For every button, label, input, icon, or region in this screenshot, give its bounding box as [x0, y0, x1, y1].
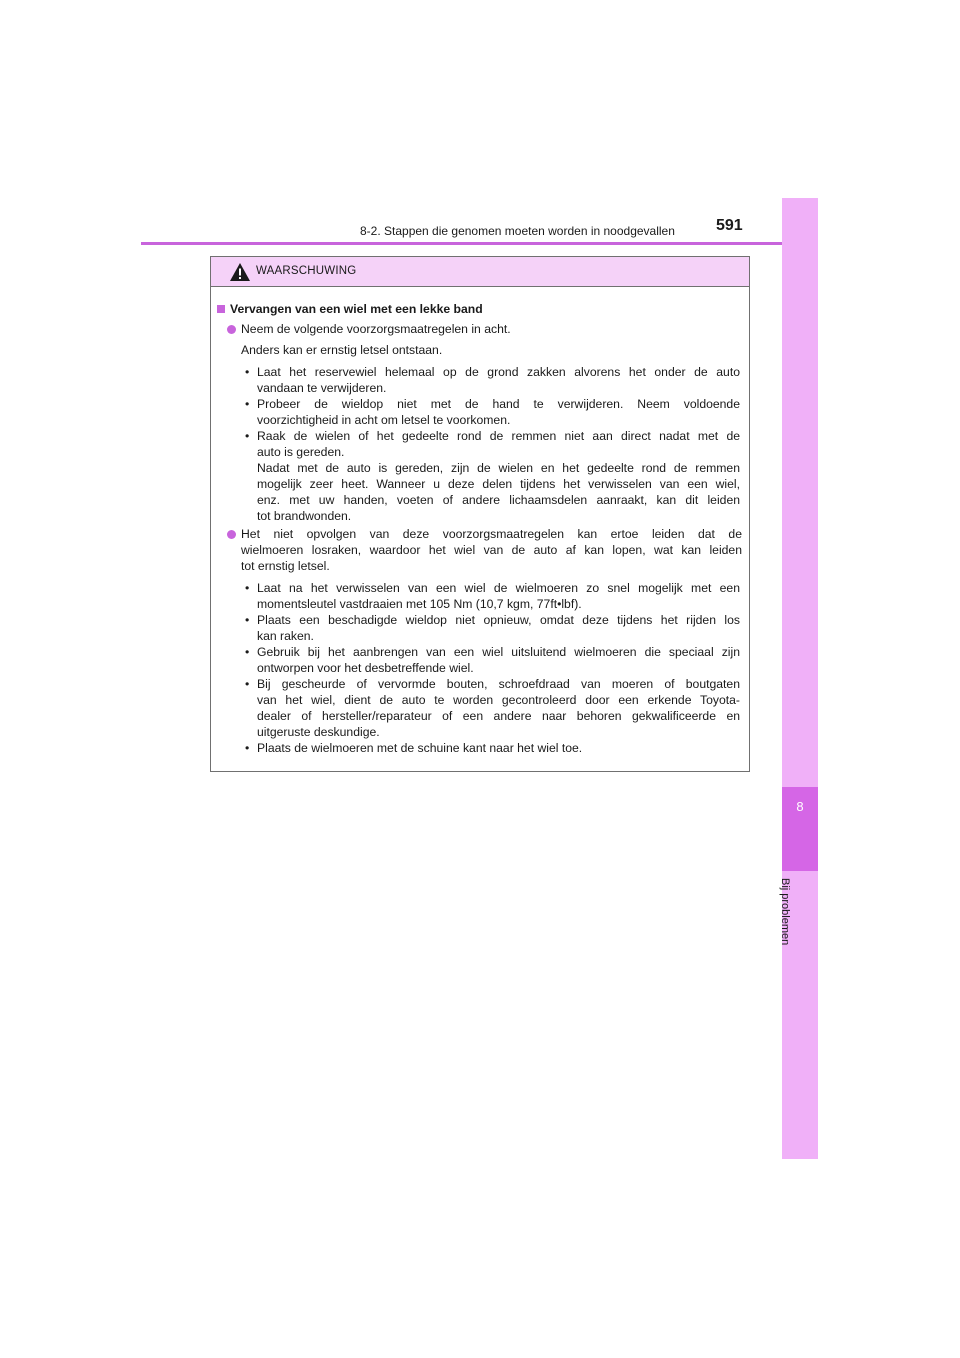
bullet-dot: • [245, 581, 250, 595]
item1-bullet3-line5: enz. met uw handen, voeten of andere lichaamsdelen aanraakt, kan dit leiden [257, 493, 740, 507]
item2-bullet4-line4: uitgeruste deskundige. [257, 725, 380, 739]
item1-bullet3-line1: Raak de wielen of het gedeelte rond de remmen niet aan direct nadat met de [257, 429, 740, 443]
item2-line2: wielmoeren losraken, waardoor het wiel van de auto af kan lopen, wat kan leiden [241, 543, 742, 557]
item1-bullet3-line3: Nadat met de auto is gereden, zijn de wielen en het gedeelte rond de remmen [257, 461, 740, 475]
chapter-number: 8 [796, 799, 804, 814]
item1-bullet3-line2: auto is gereden. [257, 445, 345, 459]
bullet-dot: • [245, 677, 250, 691]
item1-bullet3-line6: tot brandwonden. [257, 509, 352, 523]
warning-heading: Vervangen van een wiel met een lekke band [217, 301, 483, 317]
item2-bullet4-line1: Bij gescheurde of vervormde bouten, schroefdraad van moeren of boutgaten [257, 677, 740, 691]
item1-sub: Anders kan er ernstig letsel ontstaan. [241, 343, 443, 357]
item2-bullet4-line2: van het wiel, dient de auto te worden gecontroleerd door een erkende Toyota- [257, 693, 740, 707]
item1-bullet1-line1: Laat het reservewiel helemaal op de grond zakken alvorens het onder de auto [257, 365, 740, 379]
warning-triangle-icon [229, 262, 251, 282]
item2-bullet1-line2: momentsleutel vastdraaien met 105 Nm (10,7 kgm, 77ft•lbf). [257, 597, 582, 611]
circle-bullet [227, 526, 241, 542]
bullet-dot: • [245, 365, 250, 379]
section-title: 8-2. Stappen die genomen moeten worden in noodgevallen [360, 224, 675, 238]
warning-header [211, 257, 749, 287]
item2-line1: Het niet opvolgen van deze voorzorgsmaatregelen kan ertoe leiden dat de [241, 527, 742, 541]
bullet-dot: • [245, 645, 250, 659]
bullet-dot: • [245, 397, 250, 411]
bullet-dot: • [245, 429, 250, 443]
warning-title: WAARSCHUWING [256, 265, 357, 277]
item1-text: Neem de volgende voorzorgsmaatregelen in acht. [227, 321, 511, 337]
item1-bullet2-line2: voorzichtigheid in acht om letsel te voorkomen. [257, 413, 511, 427]
square-bullet-icon [217, 305, 225, 313]
circle-bullet-icon [227, 530, 236, 539]
page-number: 591 [716, 217, 743, 234]
item2-bullet2-line2: kan raken. [257, 629, 314, 643]
item1-bullet2-line1: Probeer de wieldop niet met de hand te verwijderen. Neem voldoende [257, 397, 740, 411]
item1-bullet3-line4: mogelijk zeer heet. Wanneer u deze delen tijdens het verwisselen van een wiel, [257, 477, 740, 491]
item2-bullet3-line2: ontworpen voor het desbetreffende wiel. [257, 661, 474, 675]
item2-line3: tot ernstig letsel. [241, 559, 330, 573]
warning-box [210, 256, 750, 772]
bullet-dot: • [245, 741, 250, 755]
item2-bullet2-line1: Plaats een beschadigde wieldop niet opnieuw, omdat deze tijdens het rijden los [257, 613, 740, 627]
header-divider [141, 242, 818, 245]
chapter-label-container [779, 878, 812, 968]
item2-bullet1-line1: Laat na het verwisselen van een wiel de wielmoeren zo snel mogelijk met een [257, 581, 740, 595]
item2-bullet5-line1: Plaats de wielmoeren met de schuine kant naar het wiel toe. [257, 741, 583, 755]
item2-bullet3-line1: Gebruik bij het aanbrengen van een wiel uitsluitend wielmoeren die speciaal zijn [257, 645, 740, 659]
item2-bullet4-line3: dealer of hersteller/reparateur of een andere naar behoren gekwalificeerde en [257, 709, 740, 723]
chapter-label: Bij problemen [779, 878, 791, 946]
item1-bullet1-line2: vandaan te verwijderen. [257, 381, 387, 395]
bullet-dot: • [245, 613, 250, 627]
circle-bullet-icon [227, 325, 236, 334]
chapter-side-tab [782, 198, 818, 1159]
